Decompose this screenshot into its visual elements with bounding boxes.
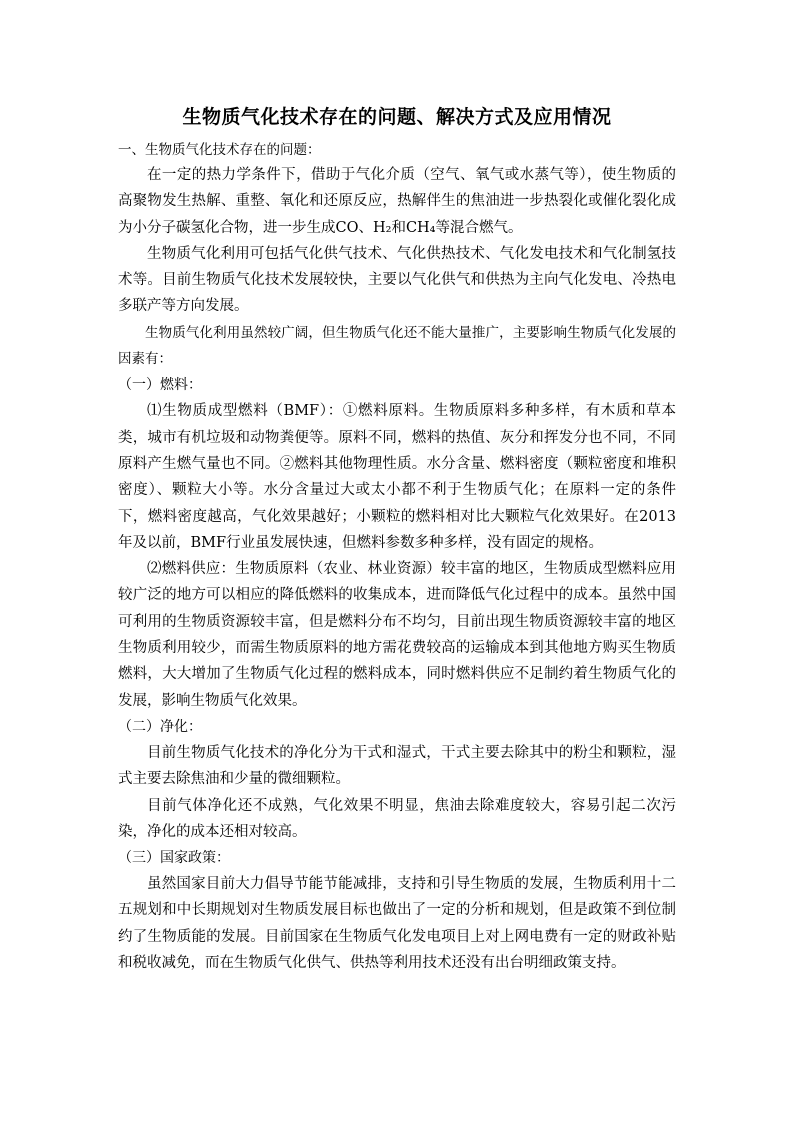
paragraph-purification-issues: 目前气体净化还不成熟，气化效果不明显，焦油去除难度较大，容易引起二次污染，净化的成本还相对较高。 — [118, 797, 676, 840]
subheading-purification: （二）净化： — [118, 718, 202, 735]
paragraph-influencing-factors: 生物质气化利用虽然较广阔，但生物质气化还不能大量推广，主要影响生物质气化发展的因素有： — [118, 324, 676, 368]
subheading-fuel: （一）燃料： — [118, 377, 202, 394]
paragraph-policy: 虽然国家目前大力倡导节能节能减排，支持和引导生物质的发展，生物质利用十二五规划和中长期规划对生物质发展目标也做出了一定的分析和规划，但是政策不到位制约了生物质能的发展。目前国家在生物质气化发电项目上对上网电费有一定的财政补贴和税收减免，而在生物质气化供气、供热等利用技术还没有出台明细政策支持。 — [118, 876, 676, 972]
paragraph-gasification-definition: 在一定的热力学条件下，借助于气化介质（空气、氧气或水蒸气等），使生物质的高聚物发生热解、重整、氧化和还原反应，热解伴生的焦油进一步热裂化或催化裂化成为小分子碳氢化合物，进一步生成CO、H₂和CH₄等混合燃气。 — [118, 167, 676, 236]
paragraph-purification-methods: 目前生物质气化技术的净化分为干式和湿式，干式主要去除其中的粉尘和颗粒，湿式主要去除焦油和少量的微细颗粒。 — [118, 744, 676, 788]
section-heading: 一、生物质气化技术存在的问题： — [118, 142, 321, 158]
document-title: 生物质气化技术存在的问题、解决方式及应用情况 — [182, 106, 612, 128]
subheading-policy: （三）国家政策： — [118, 850, 230, 867]
paragraph-gasification-uses: 生物质气化利用可包括气化供气技术、气化供热技术、气化发电技术和气化制氢技术等。目前生物质气化技术发展较快，主要以气化供气和供热为主向气化发电、冷热电多联产等方向发展。 — [118, 245, 676, 315]
paragraph-bmf: ⑴生物质成型燃料（BMF）：①燃料原料。生物质原料多种多样，有木质和草本类，城市有机垃圾和动物粪便等。原料不同，燃料的热值、灰分和挥发分也不同，不同原料产生燃气量也不同。②燃料其他物理性质。水分含量、燃料密度（颗粒密度和堆积密度）、颗粒大小等。水分含量过大或太小都不利于生物质气化；在原料一定的条件下，燃料密度越高，气化效果越好；小颗粒的燃料相对比大颗粒气化效果好。在2013年及以前，BMF行业虽发展快速，但燃料参数多种多样，没有固定的规格。 — [118, 403, 676, 551]
paragraph-fuel-supply: ⑵燃料供应：生物质原料（农业、林业资源）较丰富的地区，生物质成型燃料应用较广泛的地方可以相应的降低燃料的收集成本，进而降低气化过程中的成本。虽然中国可利用的生物质资源较丰富，但是燃料分布不均匀，目前出现生物质资源较丰富的地区生物质利用较少，而需生物质原料的地方需花费较高的运输成本到其他地方购买生物质燃料，大大增加了生物质气化过程的燃料成本，同时燃料供应不足制约着生物质气化的发展，影响生物质气化效果。 — [118, 561, 676, 709]
